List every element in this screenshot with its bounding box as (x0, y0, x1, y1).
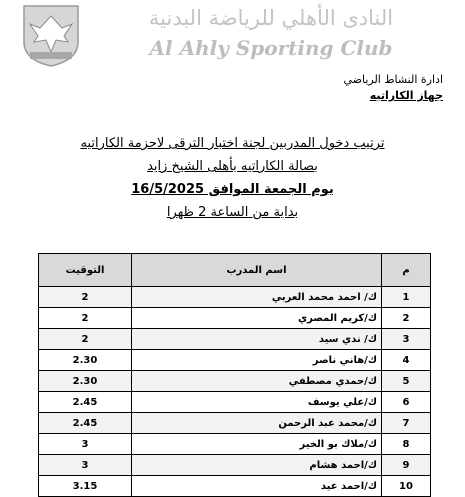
cell-name: ك/علي يوسف (132, 392, 382, 413)
cell-time: 2.45 (39, 413, 132, 434)
club-name-english: Al Ahly Sporting Club (149, 36, 393, 60)
cell-time: 2 (39, 329, 132, 350)
cell-name: ك/هاني ناصر (132, 350, 382, 371)
cell-num: 2 (382, 308, 431, 329)
department-line-1: ادارة النشاط الرياضي (343, 73, 443, 86)
club-name-arabic: النادى الأهلي للرياضة البدنية (148, 6, 394, 30)
cell-num: 5 (382, 371, 431, 392)
department-block (303, 72, 443, 104)
cell-num: 7 (382, 413, 431, 434)
cell-num: 10 (382, 476, 431, 497)
document-titles (0, 132, 465, 224)
cell-num: 4 (382, 350, 431, 371)
table-header-row (39, 254, 431, 287)
cell-name: ك/محمد عبد الرحمن (132, 413, 382, 434)
eagle-emblem-icon (18, 2, 84, 68)
cell-time: 2 (39, 308, 132, 329)
cell-num: 3 (382, 329, 431, 350)
cell-name: ك/ احمد محمد العربي (132, 287, 382, 308)
cell-time: 3 (39, 434, 132, 455)
cell-name: ك/حمدي مصطفي (132, 371, 382, 392)
trainers-table (38, 253, 431, 497)
cell-time: 3.15 (39, 476, 132, 497)
table-row (39, 392, 431, 413)
header-num: م (382, 254, 431, 287)
table-row (39, 476, 431, 497)
table-row (39, 455, 431, 476)
table-row (39, 413, 431, 434)
header-name: اسم المدرب (132, 254, 382, 287)
title-line-2: بصالة الكاراتيه بأهلى الشيخ زايد (147, 159, 318, 174)
cell-num: 6 (382, 392, 431, 413)
table-row (39, 308, 431, 329)
cell-name: ك/احمد عيد (132, 476, 382, 497)
table-row (39, 329, 431, 350)
cell-name: ك/احمد هشام (132, 455, 382, 476)
table-row (39, 287, 431, 308)
letterhead (18, 2, 438, 70)
table-row (39, 434, 431, 455)
header-time: التوقيت (39, 254, 132, 287)
cell-time: 2.45 (39, 392, 132, 413)
cell-num: 9 (382, 455, 431, 476)
title-line-4: بداية من الساعة 2 ظهرا (166, 205, 299, 220)
title-line-3: يوم الجمعة الموافق 16/5/2025 (131, 182, 334, 197)
title-line-1: ترتيب دخول المدربين لجنة اختبار الترقى لاحزمة الكاراتيه (80, 136, 385, 151)
cell-name: ك/كريم المصري (132, 308, 382, 329)
cell-time: 3 (39, 455, 132, 476)
cell-name: ك/ملاك بو الخير (132, 434, 382, 455)
cell-num: 1 (382, 287, 431, 308)
cell-num: 8 (382, 434, 431, 455)
cell-name: ك/ ندي سيد (132, 329, 382, 350)
table-row (39, 371, 431, 392)
cell-time: 2.30 (39, 350, 132, 371)
department-line-2: جهاز الكاراتيه (369, 89, 443, 102)
cell-time: 2 (39, 287, 132, 308)
table-row (39, 350, 431, 371)
table-body (39, 287, 431, 497)
cell-time: 2.30 (39, 371, 132, 392)
